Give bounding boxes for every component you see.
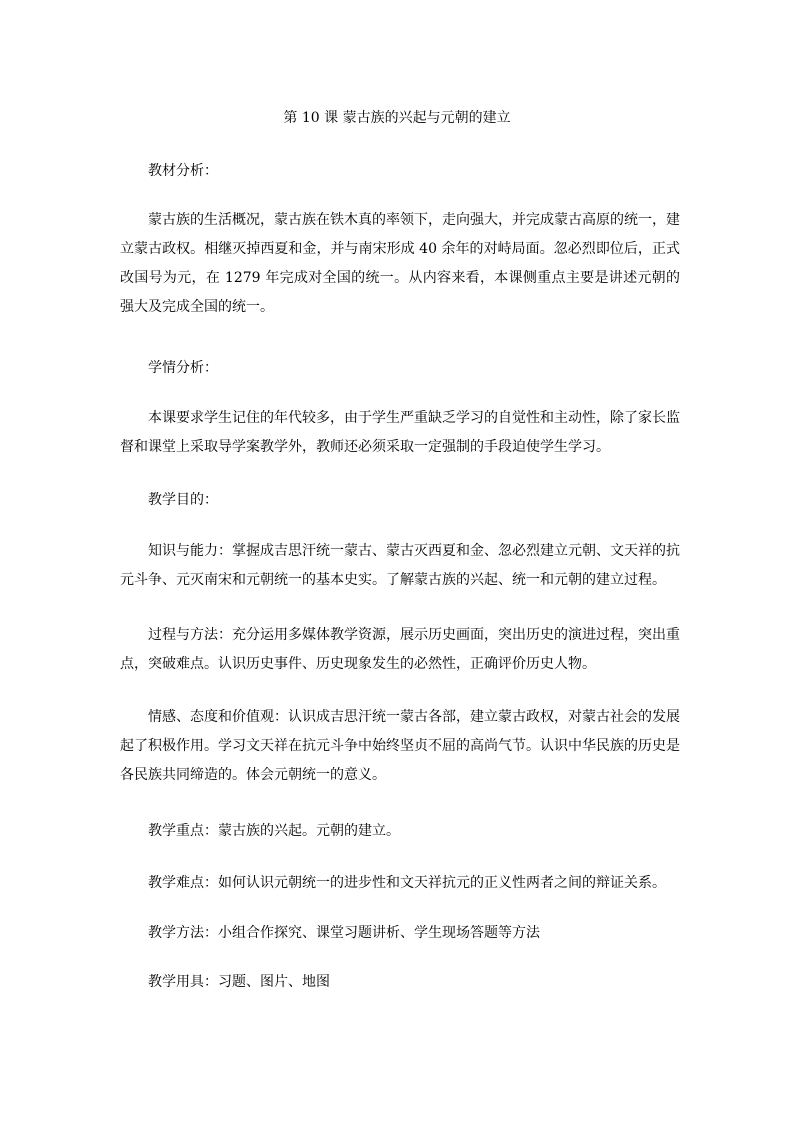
lesson-title: 第 10 课 蒙古族的兴起与元朝的建立: [283, 110, 511, 126]
paragraph-knowledge-ability: 知识与能力：掌握成吉思汗统一蒙古、蒙古灭西夏和金、忽必烈建立元朝、文天祥的抗元斗争、元灭南宋和元朝统一的基本史实。了解蒙古族的兴起、统一和元朝的建立过程。: [120, 543, 680, 588]
paragraph-emotion-values: 情感、态度和价值观：认识成吉思汗统一蒙古各部，建立蒙古政权，对蒙古社会的发展起了积极作用。学习文天祥在抗元斗争中始终坚贞不屈的高尚气节。认识中华民族的历史是各民族共同缔造的。体会元朝统一的意义。: [120, 709, 680, 783]
paragraph-teaching-methods: 教学方法：小组合作探究、课堂习题讲析、学生现场答题等方法: [148, 925, 540, 941]
heading-student-analysis: 学情分析：: [148, 360, 218, 376]
heading-textbook-analysis: 教材分析：: [148, 163, 218, 179]
paragraph-difficult-points: 教学难点：如何认识元朝统一的进步性和文天祥抗元的正义性两者之间的辩证关系。: [148, 875, 666, 891]
paragraph-key-points: 教学重点：蒙古族的兴起。元朝的建立。: [148, 823, 400, 839]
paragraph-student-analysis: 本课要求学生记住的年代较多，由于学生严重缺乏学习的自觉性和主动性，除了家长监督和课堂上采取导学案教学外，教师还必须采取一定强制的手段迫使学生学习。: [120, 410, 680, 455]
paragraph-process-method: 过程与方法：充分运用多媒体教学资源，展示历史画面，突出历史的演进过程，突出重点，突破难点。认识历史事件、历史现象发生的必然性，正确评价历史人物。: [120, 627, 680, 672]
heading-teaching-goals: 教学目的：: [148, 492, 218, 508]
paragraph-teaching-tools: 教学用具：习题、图片、地图: [148, 974, 330, 990]
paragraph-textbook-analysis: 蒙古族的生活概况，蒙古族在铁木真的率领下，走向强大，并完成蒙古高原的统一，建立蒙古政权。相继灭掉西夏和金，并与南宋形成 40 余年的对峙局面。忽必烈即位后，正式改国号为元，在 1279 年完成对全国的统一。从内容来看，本课侧重点主要是讲述元朝的强大及完成全国的统一。: [120, 212, 680, 315]
